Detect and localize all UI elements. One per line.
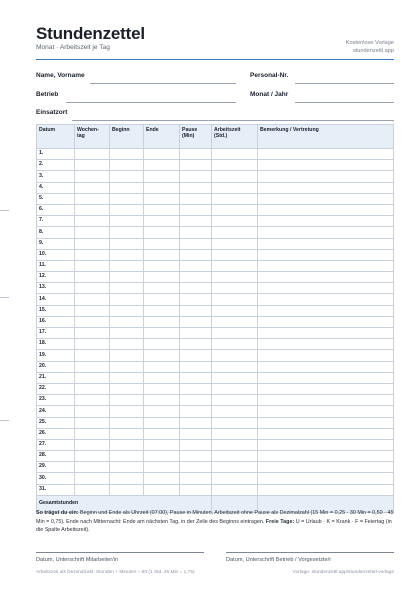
- beginn-cell[interactable]: [110, 316, 144, 327]
- beginn-cell[interactable]: [110, 383, 144, 394]
- table-row: [37, 182, 394, 193]
- wochentag-cell[interactable]: [75, 462, 110, 473]
- bemerkung-cell[interactable]: [258, 361, 394, 372]
- ende-cell[interactable]: [144, 160, 180, 171]
- wochentag-cell[interactable]: [75, 260, 110, 271]
- pause-cell[interactable]: [180, 204, 212, 215]
- punch-mark: [0, 297, 9, 298]
- bemerkung-cell[interactable]: [258, 451, 394, 462]
- table-row: [37, 417, 394, 428]
- table-row: [37, 193, 394, 204]
- page-subtitle: Monat · Arbeitszeit je Tag: [36, 44, 110, 51]
- betrieb-label: Betrieb: [36, 91, 59, 98]
- bemerkung-cell[interactable]: [258, 160, 394, 171]
- ende-cell[interactable]: [144, 451, 180, 462]
- bemerkung-cell[interactable]: [258, 473, 394, 484]
- day-label: 27.: [37, 439, 75, 450]
- ende-cell[interactable]: [144, 272, 180, 283]
- table-row: [37, 260, 394, 271]
- monat-jahr-field[interactable]: [250, 91, 394, 103]
- arbeitszeit-cell[interactable]: [212, 328, 258, 339]
- day-label: 24.: [37, 406, 75, 417]
- arbeitszeit-cell[interactable]: [212, 283, 258, 294]
- wochentag-cell[interactable]: [75, 439, 110, 450]
- beginn-cell[interactable]: [110, 272, 144, 283]
- table-row: [37, 361, 394, 372]
- day-label: 12.: [37, 272, 75, 283]
- arbeitszeit-cell[interactable]: [212, 350, 258, 361]
- wochentag-cell[interactable]: [75, 406, 110, 417]
- arbeitszeit-cell[interactable]: [212, 193, 258, 204]
- ende-cell[interactable]: [144, 316, 180, 327]
- ende-cell[interactable]: [144, 149, 180, 160]
- betrieb-field[interactable]: [36, 91, 236, 103]
- day-label: 8.: [37, 227, 75, 238]
- bemerkung-cell[interactable]: [258, 406, 394, 417]
- wochentag-cell[interactable]: [75, 283, 110, 294]
- monat-jahr-line[interactable]: [295, 102, 394, 103]
- wochentag-cell[interactable]: [75, 328, 110, 339]
- day-label: 4.: [37, 182, 75, 193]
- betrieb-line[interactable]: [66, 102, 236, 103]
- beginn-cell[interactable]: [110, 171, 144, 182]
- table-row: [37, 328, 394, 339]
- table-row: [37, 451, 394, 462]
- wochentag-cell[interactable]: [75, 160, 110, 171]
- table-row: [37, 484, 394, 495]
- table-row: [37, 383, 394, 394]
- beginn-cell[interactable]: [110, 160, 144, 171]
- ende-cell[interactable]: [144, 294, 180, 305]
- bemerkung-cell[interactable]: [258, 182, 394, 193]
- beginn-cell[interactable]: [110, 283, 144, 294]
- beginn-cell[interactable]: [110, 462, 144, 473]
- beginn-cell[interactable]: [110, 227, 144, 238]
- total-label: Gesamtstunden: [37, 495, 212, 512]
- day-label: 30.: [37, 473, 75, 484]
- col-beginn: Beginn: [110, 125, 144, 149]
- wochentag-cell[interactable]: [75, 238, 110, 249]
- beginn-cell[interactable]: [110, 339, 144, 350]
- bemerkung-cell[interactable]: [258, 294, 394, 305]
- arbeitszeit-cell[interactable]: [212, 204, 258, 215]
- col-bemerkung: Bemerkung / Vertretung: [258, 125, 394, 149]
- arbeitszeit-cell[interactable]: [212, 439, 258, 450]
- table-row: [37, 283, 394, 294]
- bemerkung-cell[interactable]: [258, 171, 394, 182]
- personal-nr-line[interactable]: [295, 83, 394, 84]
- table-row: [37, 473, 394, 484]
- day-label: 5.: [37, 193, 75, 204]
- ende-cell[interactable]: [144, 406, 180, 417]
- name-label: Name, Vorname: [36, 72, 85, 79]
- arbeitszeit-cell[interactable]: [212, 160, 258, 171]
- day-label: 2.: [37, 160, 75, 171]
- pause-cell[interactable]: [180, 149, 212, 160]
- table-row: [37, 428, 394, 439]
- day-label: 23.: [37, 395, 75, 406]
- day-label: 21.: [37, 372, 75, 383]
- fold-mark: [0, 420, 9, 421]
- table-row: [37, 350, 394, 361]
- bemerkung-cell[interactable]: [258, 328, 394, 339]
- table-row: [37, 227, 394, 238]
- pause-cell[interactable]: [180, 182, 212, 193]
- beginn-cell[interactable]: [110, 428, 144, 439]
- pause-cell[interactable]: [180, 350, 212, 361]
- ende-cell[interactable]: [144, 484, 180, 495]
- beginn-cell[interactable]: [110, 361, 144, 372]
- pause-cell[interactable]: [180, 171, 212, 182]
- arbeitszeit-cell[interactable]: [212, 395, 258, 406]
- ende-cell[interactable]: [144, 462, 180, 473]
- bemerkung-cell[interactable]: [258, 227, 394, 238]
- arbeitszeit-cell[interactable]: [212, 316, 258, 327]
- pause-cell[interactable]: [180, 283, 212, 294]
- bemerkung-cell[interactable]: [258, 305, 394, 316]
- table-row: [37, 149, 394, 160]
- bemerkung-cell[interactable]: [258, 462, 394, 473]
- day-label: 7.: [37, 216, 75, 227]
- free-days-text: U = Urlaub · K = Krank · F = Feiertag (in die Spalte Arbeitszeit).: [36, 518, 392, 534]
- beginn-cell[interactable]: [110, 193, 144, 204]
- ende-cell[interactable]: [144, 171, 180, 182]
- table-row: [37, 462, 394, 473]
- einsatzort-label: Einsatzort: [36, 109, 68, 116]
- wochentag-cell[interactable]: [75, 417, 110, 428]
- pause-cell[interactable]: [180, 383, 212, 394]
- template-source: [346, 39, 394, 55]
- beginn-cell[interactable]: [110, 439, 144, 450]
- pause-cell[interactable]: [180, 328, 212, 339]
- pause-cell[interactable]: [180, 462, 212, 473]
- col-pause: Pause (Min): [180, 125, 212, 149]
- beginn-cell[interactable]: [110, 417, 144, 428]
- arbeitszeit-cell[interactable]: [212, 473, 258, 484]
- wochentag-cell[interactable]: [75, 473, 110, 484]
- col-datum: Datum: [37, 125, 75, 149]
- wochentag-cell[interactable]: [75, 149, 110, 160]
- template-site: stundenzettl.app: [352, 48, 394, 54]
- table-row: [37, 305, 394, 316]
- bemerkung-cell[interactable]: [258, 428, 394, 439]
- day-label: 17.: [37, 328, 75, 339]
- bemerkung-cell[interactable]: [258, 395, 394, 406]
- beginn-cell[interactable]: [110, 473, 144, 484]
- arbeitszeit-cell[interactable]: [212, 260, 258, 271]
- arbeitszeit-cell[interactable]: [212, 249, 258, 260]
- wochentag-cell[interactable]: [75, 182, 110, 193]
- instructions-text: Beginn und Ende als Uhrzeit (07:00), Pause in Minuten, Arbeitszeit ohne Pause als Dezimalzahl (15 Min = 0,25 · 30 Min = 0,50 · 45 Min = 0,75). Ende nach Mitternacht: Ende am nächsten Tag, in der Zeile des Beginns eintragen.: [36, 510, 394, 525]
- beginn-cell[interactable]: [110, 149, 144, 160]
- wochentag-cell[interactable]: [75, 249, 110, 260]
- bemerkung-cell[interactable]: [258, 484, 394, 495]
- beginn-cell[interactable]: [110, 305, 144, 316]
- pause-cell[interactable]: [180, 372, 212, 383]
- employer-signature-line[interactable]: Datum, Unterschrift Betrieb / Vorgesetzte/r: [226, 552, 394, 563]
- pause-cell[interactable]: [180, 216, 212, 227]
- beginn-cell[interactable]: [110, 372, 144, 383]
- day-label: 1.: [37, 149, 75, 160]
- bemerkung-cell[interactable]: [258, 216, 394, 227]
- ende-cell[interactable]: [144, 350, 180, 361]
- pause-cell[interactable]: [180, 406, 212, 417]
- arbeitszeit-cell[interactable]: [212, 149, 258, 160]
- monat-jahr-label: Monat / Jahr: [250, 91, 289, 98]
- ende-cell[interactable]: [144, 204, 180, 215]
- table-row: [37, 395, 394, 406]
- table-row: [37, 160, 394, 171]
- arbeitszeit-cell[interactable]: [212, 462, 258, 473]
- arbeitszeit-cell[interactable]: [212, 361, 258, 372]
- wochentag-cell[interactable]: [75, 171, 110, 182]
- wochentag-cell[interactable]: [75, 316, 110, 327]
- arbeitszeit-cell[interactable]: [212, 216, 258, 227]
- wochentag-cell[interactable]: [75, 451, 110, 462]
- day-label: 29.: [37, 462, 75, 473]
- name-field[interactable]: [36, 72, 236, 84]
- bemerkung-cell[interactable]: [258, 417, 394, 428]
- bemerkung-cell[interactable]: [258, 204, 394, 215]
- wochentag-cell[interactable]: [75, 339, 110, 350]
- einsatzort-field[interactable]: [36, 109, 394, 121]
- ende-cell[interactable]: [144, 395, 180, 406]
- arbeitszeit-cell[interactable]: [212, 339, 258, 350]
- ende-cell[interactable]: [144, 339, 180, 350]
- arbeitszeit-cell[interactable]: [212, 484, 258, 495]
- beginn-cell[interactable]: [110, 395, 144, 406]
- ende-cell[interactable]: [144, 372, 180, 383]
- timesheet-table: [36, 124, 394, 513]
- ende-cell[interactable]: [144, 439, 180, 450]
- ende-cell[interactable]: [144, 182, 180, 193]
- pause-cell[interactable]: [180, 484, 212, 495]
- pause-cell[interactable]: [180, 305, 212, 316]
- col-ende: Ende: [144, 125, 180, 149]
- beginn-cell[interactable]: [110, 238, 144, 249]
- day-label: 31.: [37, 484, 75, 495]
- beginn-cell[interactable]: [110, 350, 144, 361]
- day-label: 26.: [37, 428, 75, 439]
- footer-source: Vorlage: stundenzettl.app/stundenzettel-vorlage: [292, 570, 394, 575]
- pause-cell[interactable]: [180, 160, 212, 171]
- beginn-cell[interactable]: [110, 204, 144, 215]
- beginn-cell[interactable]: [110, 249, 144, 260]
- col-arbeitszeit: Arbeitszeit (Std.): [212, 125, 258, 149]
- pause-cell[interactable]: [180, 451, 212, 462]
- beginn-cell[interactable]: [110, 406, 144, 417]
- day-label: 9.: [37, 238, 75, 249]
- ende-cell[interactable]: [144, 383, 180, 394]
- arbeitszeit-cell[interactable]: [212, 294, 258, 305]
- bemerkung-cell[interactable]: [258, 439, 394, 450]
- instructions-label: So trägst du ein:: [36, 510, 79, 516]
- ende-cell[interactable]: [144, 227, 180, 238]
- beginn-cell[interactable]: [110, 328, 144, 339]
- page-title: Stundenzettel: [36, 24, 145, 43]
- arbeitszeit-cell[interactable]: [212, 372, 258, 383]
- day-label: 16.: [37, 316, 75, 327]
- day-label: 10.: [37, 249, 75, 260]
- bemerkung-cell[interactable]: [258, 339, 394, 350]
- name-line[interactable]: [90, 83, 236, 84]
- table-row: [37, 372, 394, 383]
- bemerkung-cell[interactable]: [258, 149, 394, 160]
- table-row: [37, 238, 394, 249]
- pause-cell[interactable]: [180, 439, 212, 450]
- bemerkung-cell[interactable]: [258, 372, 394, 383]
- ende-cell[interactable]: [144, 328, 180, 339]
- arbeitszeit-cell[interactable]: [212, 238, 258, 249]
- wochentag-cell[interactable]: [75, 350, 110, 361]
- bemerkung-cell[interactable]: [258, 249, 394, 260]
- wochentag-cell[interactable]: [75, 216, 110, 227]
- pause-cell[interactable]: [180, 417, 212, 428]
- ende-cell[interactable]: [144, 473, 180, 484]
- table-row: [37, 439, 394, 450]
- arbeitszeit-cell[interactable]: [212, 383, 258, 394]
- pause-cell[interactable]: [180, 294, 212, 305]
- pause-cell[interactable]: [180, 260, 212, 271]
- beginn-cell[interactable]: [110, 484, 144, 495]
- wochentag-cell[interactable]: [75, 305, 110, 316]
- table-row: [37, 406, 394, 417]
- beginn-cell[interactable]: [110, 260, 144, 271]
- pause-cell[interactable]: [180, 395, 212, 406]
- wochentag-cell[interactable]: [75, 193, 110, 204]
- wochentag-cell[interactable]: [75, 428, 110, 439]
- day-label: 22.: [37, 383, 75, 394]
- day-label: 14.: [37, 294, 75, 305]
- day-label: 3.: [37, 171, 75, 182]
- ende-cell[interactable]: [144, 249, 180, 260]
- bemerkung-cell[interactable]: [258, 272, 394, 283]
- bemerkung-cell[interactable]: [258, 316, 394, 327]
- arbeitszeit-cell[interactable]: [212, 272, 258, 283]
- wochentag-cell[interactable]: [75, 361, 110, 372]
- header-rule: [36, 59, 394, 60]
- day-label: 18.: [37, 339, 75, 350]
- arbeitszeit-cell[interactable]: [212, 182, 258, 193]
- arbeitszeit-cell[interactable]: [212, 451, 258, 462]
- instructions: [36, 509, 394, 535]
- table-row: [37, 272, 394, 283]
- bemerkung-cell[interactable]: [258, 383, 394, 394]
- table-row: [37, 294, 394, 305]
- table-row: [37, 316, 394, 327]
- day-label: 13.: [37, 283, 75, 294]
- day-label: 20.: [37, 361, 75, 372]
- pause-cell[interactable]: [180, 193, 212, 204]
- ende-cell[interactable]: [144, 361, 180, 372]
- bemerkung-cell[interactable]: [258, 193, 394, 204]
- pause-cell[interactable]: [180, 361, 212, 372]
- beginn-cell[interactable]: [110, 216, 144, 227]
- ende-cell[interactable]: [144, 305, 180, 316]
- ende-cell[interactable]: [144, 417, 180, 428]
- wochentag-cell[interactable]: [75, 227, 110, 238]
- ende-cell[interactable]: [144, 238, 180, 249]
- bemerkung-cell[interactable]: [258, 238, 394, 249]
- arbeitszeit-cell[interactable]: [212, 406, 258, 417]
- wochentag-cell[interactable]: [75, 383, 110, 394]
- wochentag-cell[interactable]: [75, 372, 110, 383]
- table-row: [37, 171, 394, 182]
- table-row: [37, 216, 394, 227]
- beginn-cell[interactable]: [110, 182, 144, 193]
- pause-cell[interactable]: [180, 227, 212, 238]
- wochentag-cell[interactable]: [75, 484, 110, 495]
- einsatzort-line[interactable]: [72, 120, 394, 121]
- day-label: 19.: [37, 350, 75, 361]
- arbeitszeit-cell[interactable]: [212, 171, 258, 182]
- arbeitszeit-cell[interactable]: [212, 417, 258, 428]
- day-label: 25.: [37, 417, 75, 428]
- pause-cell[interactable]: [180, 272, 212, 283]
- ende-cell[interactable]: [144, 193, 180, 204]
- pause-cell[interactable]: [180, 316, 212, 327]
- ende-cell[interactable]: [144, 216, 180, 227]
- employee-signature-line[interactable]: Datum, Unterschrift Mitarbeiter/in: [36, 552, 204, 563]
- pause-cell[interactable]: [180, 238, 212, 249]
- day-label: 11.: [37, 260, 75, 271]
- wochentag-cell[interactable]: [75, 204, 110, 215]
- table-row: [37, 204, 394, 215]
- bemerkung-cell[interactable]: [258, 350, 394, 361]
- arbeitszeit-cell[interactable]: [212, 428, 258, 439]
- template-label: Kostenlose Vorlage: [345, 40, 394, 46]
- pause-cell[interactable]: [180, 339, 212, 350]
- beginn-cell[interactable]: [110, 294, 144, 305]
- table-row: [37, 249, 394, 260]
- day-label: 15.: [37, 305, 75, 316]
- pause-cell[interactable]: [180, 249, 212, 260]
- bemerkung-cell[interactable]: [258, 283, 394, 294]
- beginn-cell[interactable]: [110, 451, 144, 462]
- wochentag-cell[interactable]: [75, 272, 110, 283]
- personal-nr-label: Personal-Nr.: [250, 72, 289, 79]
- ende-cell[interactable]: [144, 428, 180, 439]
- table-row: [37, 339, 394, 350]
- fold-mark: [0, 210, 9, 211]
- personal-nr-field[interactable]: [250, 72, 394, 84]
- ende-cell[interactable]: [144, 260, 180, 271]
- wochentag-cell[interactable]: [75, 294, 110, 305]
- day-label: 6.: [37, 204, 75, 215]
- footer-formula: Arbeitszeit als Dezimalzahl: Stunden + Minuten ÷ 60 (1 Std. 45 Min = 1,75): [36, 570, 195, 575]
- col-wochentag: Wochen- tag: [75, 125, 110, 149]
- pause-cell[interactable]: [180, 428, 212, 439]
- ende-cell[interactable]: [144, 283, 180, 294]
- arbeitszeit-cell[interactable]: [212, 227, 258, 238]
- bemerkung-cell[interactable]: [258, 260, 394, 271]
- arbeitszeit-cell[interactable]: [212, 305, 258, 316]
- free-days-label: Freie Tage:: [265, 518, 295, 525]
- day-label: 28.: [37, 451, 75, 462]
- wochentag-cell[interactable]: [75, 395, 110, 406]
- pause-cell[interactable]: [180, 473, 212, 484]
